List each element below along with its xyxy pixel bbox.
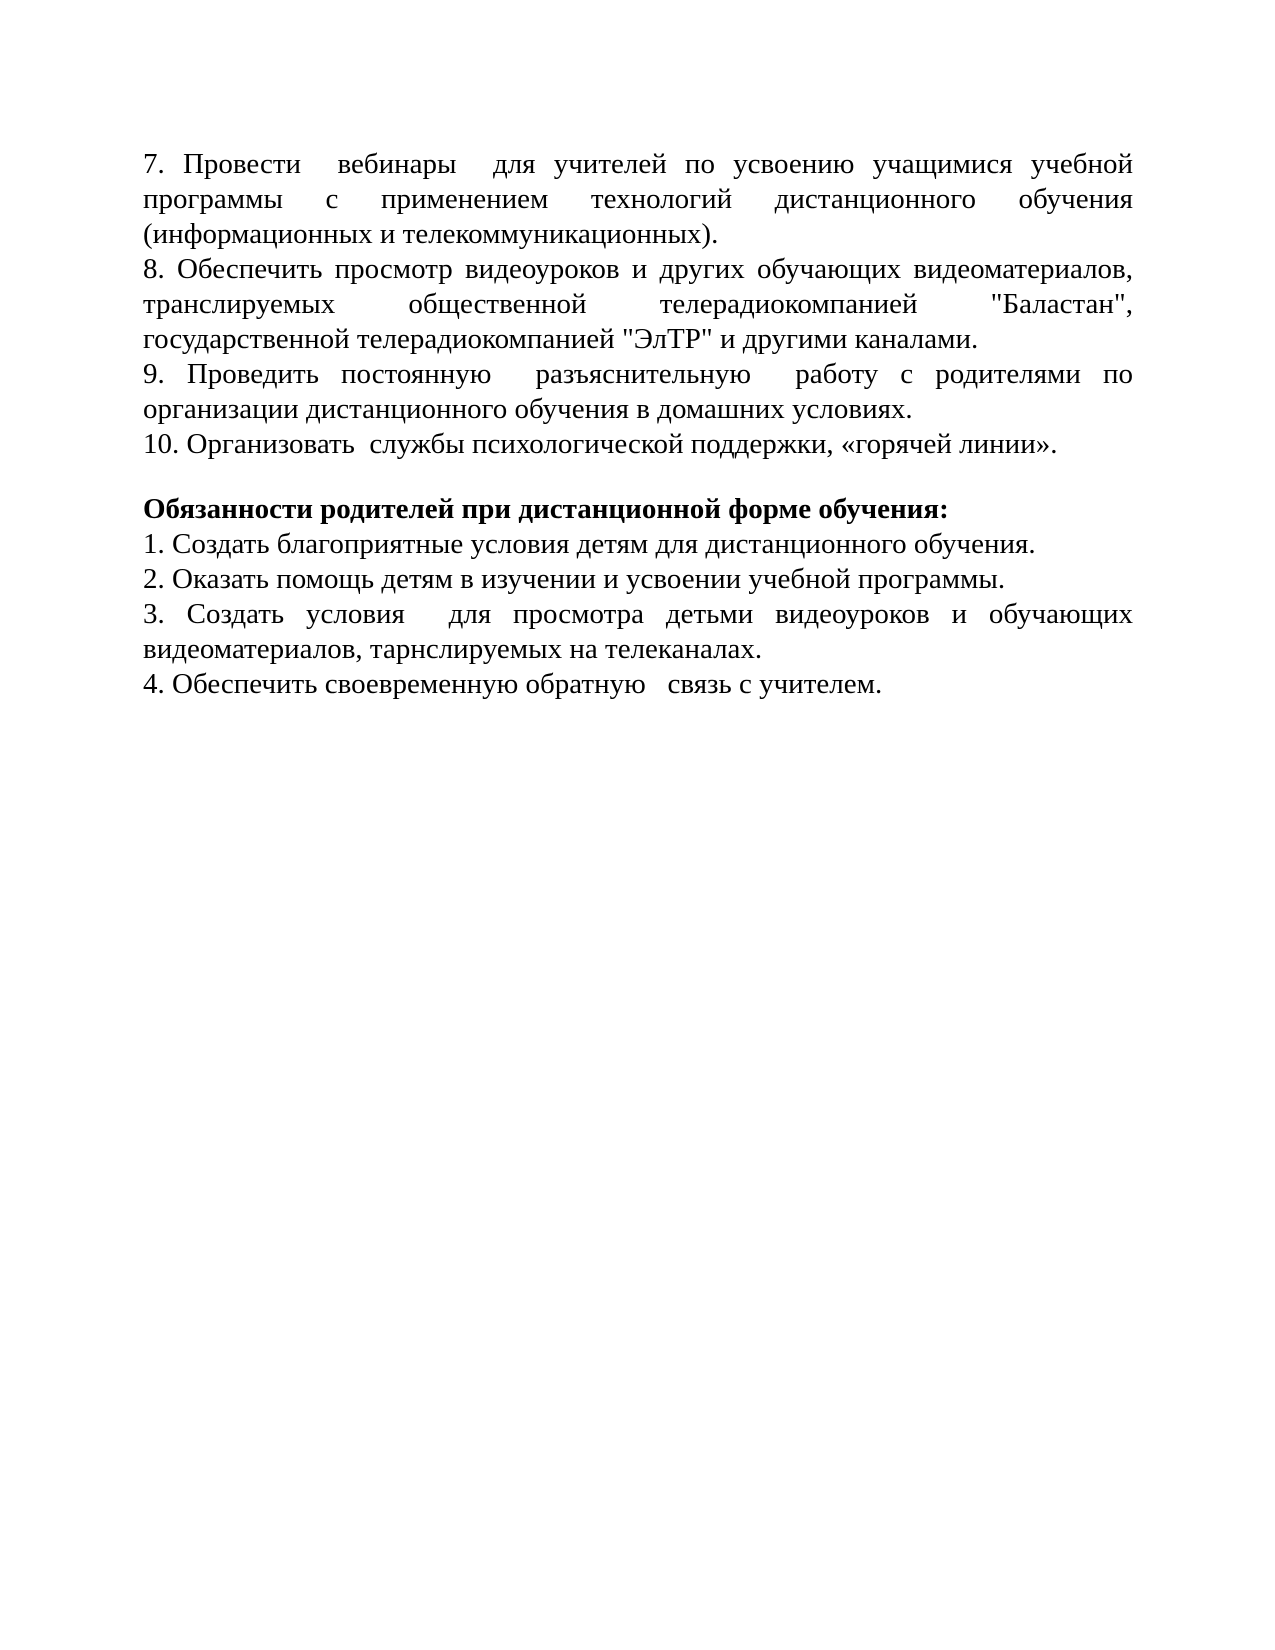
measures-list [143, 147, 1133, 462]
list-item-8 [143, 252, 1133, 357]
list-item-10 [143, 427, 1133, 462]
section-heading: Обязанности родителей при дистанционной форме обучения: [143, 493, 949, 525]
list-item-1 [143, 527, 1133, 562]
list-item-4 [143, 667, 1133, 702]
list-item-2 [143, 562, 1133, 597]
list-item-9 [143, 357, 1133, 427]
text-line: 10. Организовать службы психологической поддержки, «горячей линии». [143, 428, 1058, 460]
text-line: 4. Обеспечить своевременную обратную связь с учителем. [143, 668, 883, 700]
text-line: государственной телерадиокомпанией "ЭлТР" и другими каналами. [143, 323, 979, 355]
text-line: организации дистанционного обучения в домашних условиях. [143, 393, 913, 425]
list-item-7 [143, 147, 1133, 252]
text-line: 2. Оказать помощь детям в изучении и усвоении учебной программы. [143, 563, 1006, 595]
parents-duties-section [143, 492, 1133, 702]
text-line: 3. Создать условия для просмотра детьми видеоуроков и обучающих [143, 598, 1133, 630]
text-line: транслируемых общественной телерадиокомпанией "Баластан", [143, 288, 1133, 320]
text-line: (информационных и телекоммуникационных). [143, 218, 719, 250]
text-line: программы с применением технологий дистанционного обучения [143, 183, 1133, 215]
text-line: 1. Создать благоприятные условия детям для дистанционного обучения. [143, 528, 1036, 560]
text-line: 7. Провести вебинары для учителей по усвоению учащимися учебной [143, 148, 1133, 180]
text-line: 9. Проведить постоянную разъяснительную работу с родителями по [143, 358, 1133, 390]
list-item-3 [143, 597, 1133, 667]
text-line: 8. Обеспечить просмотр видеоуроков и других обучающих видеоматериалов, [143, 253, 1133, 285]
text-line: видеоматериалов, тарнслируемых на телеканалах. [143, 633, 763, 665]
